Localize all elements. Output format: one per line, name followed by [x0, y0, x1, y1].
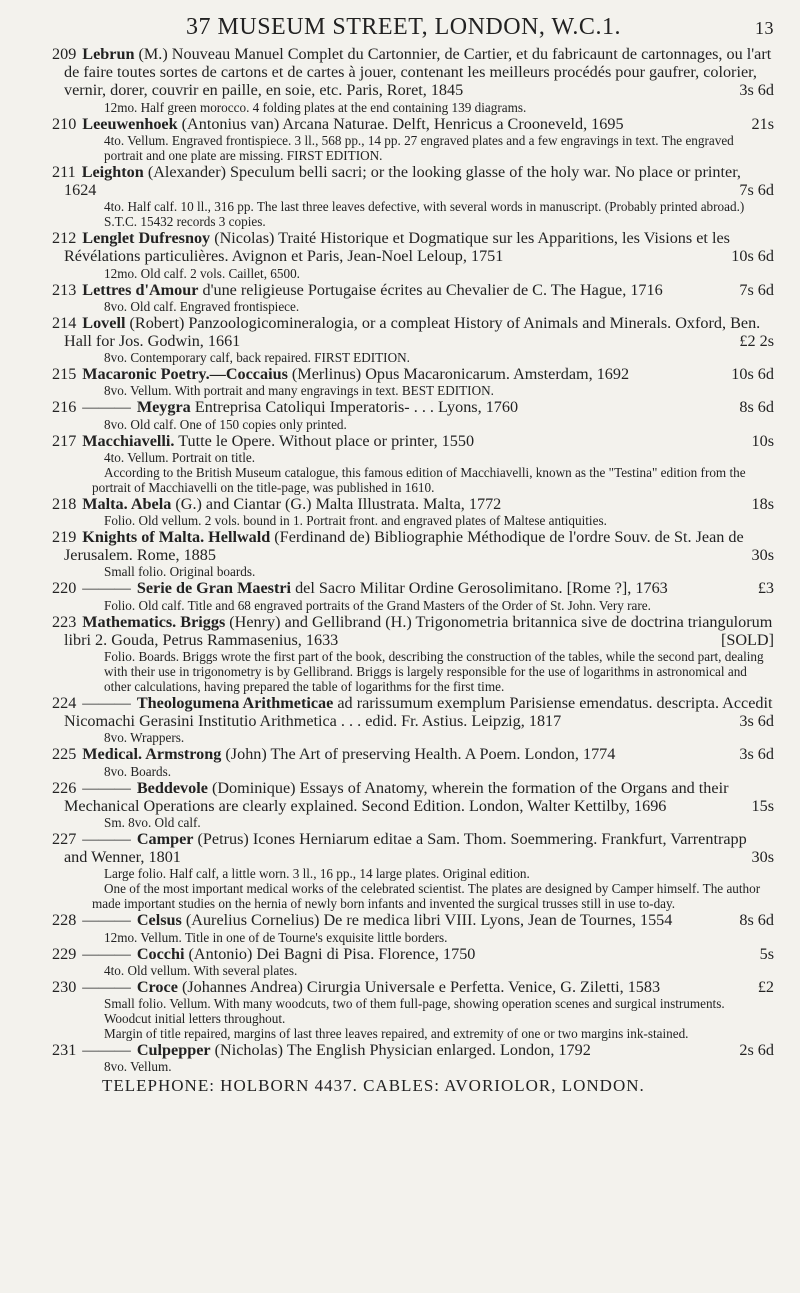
- catalogue-entry: [52, 694, 774, 745]
- catalogue-entry: [52, 579, 774, 612]
- entry-author: Leeuwenhoek: [82, 114, 178, 133]
- entry-title: Entreprisa Catoliqui Imperatoris- . . . Lyons, 1760: [194, 398, 519, 417]
- entry-price: 2s 6d: [739, 1041, 774, 1060]
- entry-title: (Aurelius Cornelius) De re medica libri VIII. Lyons, Jean de Tournes, 1554: [185, 911, 673, 930]
- entry-description: 12mo. Old calf. 2 vols. Caillet, 6500.: [104, 265, 300, 281]
- entry-number: 209: [52, 45, 77, 63]
- entry-price: 7s 6d: [739, 181, 774, 200]
- entry-author: Culpepper: [136, 1041, 211, 1060]
- entry-number: 216: [52, 398, 77, 417]
- entry-price: 21s: [751, 114, 774, 133]
- entry-heading: [52, 314, 774, 350]
- entry-title: (M.) Nouveau Manuel Complet du Cartonnier, de Cartier, et du fabricaunt de cartonnages, ou l'art de faire toutes sortes de cartons et de cartes à jouer, contenant les meilleurs procédés pour gaufrer, colorier, vernir, dorer, couvrir en paille, en soie, etc. Paris, Roret, 1845: [64, 45, 772, 100]
- entry-author: Mathematics. Briggs: [82, 612, 226, 631]
- entry-author: Malta. Abela: [82, 494, 172, 513]
- entry-number: 231: [52, 1041, 77, 1060]
- entry-heading: [52, 579, 774, 597]
- catalogue-entry: [52, 398, 774, 431]
- entry-description: Margin of title repaired, margins of last three leaves repaired, and extremity of one or two margins ink-stained.: [104, 1026, 689, 1042]
- ditto-dash: ———: [82, 398, 131, 417]
- entry-price: 30s: [751, 546, 774, 565]
- entry-price: 30s: [751, 848, 774, 867]
- catalogue-entry: [52, 229, 774, 280]
- entry-title: (Antonius van) Arcana Naturae. Delft, Henricus a Crooneveld, 1695: [181, 114, 624, 133]
- entry-description: 8vo. Vellum. With portrait and many engravings in text. BEST EDITION.: [104, 383, 494, 399]
- ditto-dash: ———: [82, 944, 131, 963]
- catalogue-entry: [52, 115, 774, 163]
- catalogue-entry: [52, 432, 774, 495]
- entry-title: ad rarissumum exemplum Parisiense emendatus. descripta. Accedit Nicomachi Gerasini Institutio Arithmetica . . . edid. Fr. Astius. Leipzig, 1817: [64, 694, 773, 731]
- entry-heading: [52, 432, 774, 450]
- entry-title: Tutte le Opere. Without place or printer, 1550: [178, 431, 475, 450]
- page-footer: TELEPHONE: HOLBORN 4437. CABLES: AVORIOLOR, LONDON.: [102, 1076, 645, 1096]
- entry-price: 18s: [751, 494, 774, 513]
- catalogue-entry: [52, 495, 774, 528]
- catalogue-entry: [52, 613, 774, 694]
- entry-author: Serie de Gran Maestri: [136, 579, 292, 598]
- entry-price: 8s 6d: [739, 911, 774, 930]
- entry-price: 10s: [751, 431, 774, 450]
- entry-heading: [52, 613, 774, 649]
- catalogue-entry: [52, 45, 774, 115]
- entry-author: Croce: [136, 977, 178, 996]
- entry-number: 230: [52, 977, 77, 996]
- entry-list: [52, 45, 774, 1074]
- entry-author: Cocchi: [136, 944, 185, 963]
- ditto-dash: ———: [82, 1041, 131, 1060]
- entry-price: £2: [757, 977, 774, 996]
- entry-title: (Antonio) Dei Bagni di Pisa. Florence, 1750: [188, 944, 476, 963]
- entry-price: 3s 6d: [739, 712, 774, 731]
- entry-number: 224: [52, 694, 77, 713]
- entry-heading: [52, 365, 774, 383]
- ditto-dash: ———: [82, 977, 131, 996]
- entry-description: Large folio. Half calf, a little worn. 3 ll., 16 pp., 14 large plates. Original edition.: [104, 866, 530, 882]
- catalogue-entry: [52, 779, 774, 830]
- entry-price: 10s 6d: [731, 247, 774, 266]
- entry-price: £2 2s: [739, 332, 774, 351]
- entry-price: 8s 6d: [739, 398, 774, 417]
- entry-price: 10s 6d: [731, 365, 774, 384]
- catalogue-entry: [52, 281, 774, 314]
- entry-number: 211: [52, 162, 76, 181]
- entry-number: 229: [52, 944, 77, 963]
- catalogue-entry: [52, 528, 774, 579]
- entry-description: 8vo. Old calf. Engraved frontispiece.: [104, 298, 300, 314]
- entry-author: Theologumena Arithmeticae: [136, 694, 334, 713]
- entry-note: One of the most important medical works of the celebrated scientist. The plates are designed by Camper himself. The author made important studies on the hernia of newly born infants and invented the surgical trusses still in use to-day.: [92, 881, 761, 912]
- entry-title: (Nicolas) Traité Historique et Dogmatique sur les Apparitions, les Visions et les Révélations particulières. Avignon et Paris, Jean-Noel Leloup, 1751: [64, 229, 730, 266]
- entry-author: Knights of Malta. Hellwald: [82, 528, 271, 547]
- entry-number: 218: [52, 494, 77, 513]
- entry-number: 226: [52, 778, 77, 797]
- entry-number: 223: [52, 612, 77, 631]
- entry-author: Macchiavelli.: [82, 431, 175, 450]
- entry-title: (John) The Art of preserving Health. A Poem. London, 1774: [225, 745, 616, 764]
- entry-heading: [52, 398, 774, 416]
- entry-title: del Sacro Militar Ordine Gerosolimitano. [Rome ?], 1763: [295, 579, 668, 598]
- entry-title: (Ferdinand de) Bibliographie Méthodique de l'ordre Souv. de St. Jean de Jerusalem. Rome, 1885: [64, 528, 744, 565]
- page-header: [52, 14, 774, 41]
- entry-description: 12mo. Half green morocco. 4 folding plates at the end containing 139 diagrams.: [104, 99, 527, 115]
- catalogue-entry: [52, 163, 774, 229]
- entry-number: 228: [52, 911, 77, 930]
- entry-heading: [52, 229, 774, 265]
- entry-heading: [52, 281, 774, 299]
- entry-title: (G.) and Ciantar (G.) Malta Illustrata. Malta, 1772: [175, 494, 502, 513]
- entry-heading: [52, 779, 774, 815]
- entry-description: 8vo. Contemporary calf, back repaired. FIRST EDITION.: [104, 350, 410, 366]
- entry-author: Lenglet Dufresnoy: [82, 229, 211, 248]
- entry-heading: [52, 978, 774, 996]
- entry-heading: [52, 115, 774, 133]
- entry-heading: [52, 694, 774, 730]
- entry-price: 3s 6d: [739, 81, 774, 100]
- entry-number: 212: [52, 229, 77, 248]
- entry-title: (Johannes Andrea) Cirurgia Universale e Perfetta. Venice, G. Ziletti, 1583: [181, 977, 661, 996]
- entry-heading: [52, 528, 774, 564]
- entry-author: Lebrun: [82, 45, 135, 63]
- catalogue-entry: [52, 830, 774, 911]
- entry-heading: [52, 163, 774, 199]
- entry-price: £3: [757, 579, 774, 598]
- entry-description: 8vo. Wrappers.: [104, 730, 185, 746]
- entry-heading: [52, 911, 774, 929]
- entry-price: [SOLD]: [720, 630, 774, 649]
- page-title: 37 MUSEUM STREET, LONDON, W.C.1.: [186, 14, 621, 40]
- entry-title: (Alexander) Speculum belli sacri; or the looking glasse of the holy war. No place or printer, 1624: [64, 162, 741, 200]
- entry-number: 227: [52, 830, 77, 849]
- entry-price: 7s 6d: [739, 280, 774, 299]
- catalogue-entry: [52, 1041, 774, 1074]
- entry-description: Sm. 8vo. Old calf.: [104, 815, 201, 831]
- catalogue-entry: [52, 745, 774, 778]
- entry-number: 220: [52, 579, 77, 598]
- entry-description: Folio. Old vellum. 2 vols. bound in 1. Portrait front. and engraved plates of Maltese antiquities.: [104, 513, 607, 529]
- entry-heading: [52, 945, 774, 963]
- entry-title: (Petrus) Icones Herniarum editae a Sam. Thom. Soemmering. Frankfurt, Varrentrapp and Wenner, 1801: [64, 830, 747, 867]
- ditto-dash: ———: [82, 694, 131, 713]
- entry-description: 4to. Vellum. Engraved frontispiece. 3 ll., 568 pp., 14 pp. 27 engraved plates and a few engravings in text. The engraved portrait and one plate are missing. FIRST EDITION.: [104, 132, 734, 163]
- entry-description: 8vo. Boards.: [104, 763, 172, 779]
- entry-title: (Dominique) Essays of Anatomy, wherein the formation of the Organs and their Mechanical Operations are clearly explained. Second Edition. London, Walter Kettilby, 1696: [64, 778, 729, 815]
- entry-heading: [52, 745, 774, 763]
- entry-description: Small folio. Vellum. With many woodcuts, two of them full-page, showing operation scenes and surgical instruments. Woodcut initial letters throughout.: [104, 996, 725, 1027]
- entry-number: 210: [52, 114, 77, 133]
- entry-heading: [52, 1041, 774, 1059]
- entry-description: Folio. Old calf. Title and 68 engraved portraits of the Grand Masters of the Order of St. John. Very rare.: [104, 597, 651, 613]
- entry-author: Celsus: [136, 911, 182, 930]
- catalogue-entry: [52, 978, 774, 1041]
- catalogue-entry: [52, 911, 774, 944]
- catalogue-entry: [52, 314, 774, 365]
- ditto-dash: ———: [82, 830, 131, 849]
- entry-heading: [52, 830, 774, 866]
- entry-description: 8vo. Old calf. One of 150 copies only printed.: [104, 416, 347, 432]
- entry-title: (Nicholas) The English Physician enlarged. London, 1792: [214, 1041, 591, 1060]
- entry-title: (Robert) Panzoologicomineralogia, or a compleat History of Animals and Minerals. Oxford, Ben. Hall for Jos. Godwin, 1661: [64, 313, 761, 351]
- entry-description: Folio. Boards. Briggs wrote the first part of the book, describing the construction of the tables, while the second part, dealing with their use in trigonometry is by Gellibrand. Briggs is largely responsible for the use of logarithms in astronomical and other calculations, having prepared the table of logarithms for the first time.: [104, 649, 764, 695]
- entry-description: 4to. Vellum. Portrait on title.: [104, 449, 256, 465]
- entry-number: 213: [52, 280, 77, 299]
- ditto-dash: ———: [82, 579, 131, 598]
- entry-author: Beddevole: [136, 778, 208, 797]
- entry-author: Camper: [136, 830, 194, 849]
- entry-author: Medical. Armstrong: [82, 745, 222, 764]
- ditto-dash: ———: [82, 778, 131, 797]
- page-number: 13: [755, 18, 774, 38]
- entry-author: Meygra: [136, 398, 191, 417]
- entry-price: 15s: [751, 796, 774, 815]
- entry-note: According to the British Museum catalogue, this famous edition of Macchiavelli, known as the "Testina" edition from the portrait of Macchiavelli on the title-page, was published in 1610.: [92, 464, 746, 495]
- entry-author: Leighton: [81, 162, 144, 181]
- entry-heading: [52, 495, 774, 513]
- entry-number: 214: [52, 313, 77, 332]
- entry-title: d'une religieuse Portugaise écrites au Chevalier de C. The Hague, 1716: [202, 280, 663, 299]
- entry-heading: [52, 45, 774, 100]
- entry-price: 5s: [759, 944, 774, 963]
- ditto-dash: ———: [82, 911, 131, 930]
- catalogue-entry: [52, 945, 774, 978]
- entry-title: (Merlinus) Opus Macaronicarum. Amsterdam, 1692: [291, 365, 630, 384]
- entry-number: 215: [52, 365, 77, 384]
- entry-number: 217: [52, 431, 77, 450]
- entry-title: (Henry) and Gellibrand (H.) Trigonometria britannica sive de doctrina triangulorum libri 2. Gouda, Petrus Rammasenius, 1633: [64, 612, 773, 649]
- entry-number: 219: [52, 528, 77, 547]
- entry-number: 225: [52, 745, 77, 764]
- entry-description: 12mo. Vellum. Title in one of de Tourne's exquisite little borders.: [104, 929, 448, 945]
- entry-description: 4to. Half calf. 10 ll., 316 pp. The last three leaves defective, with several words in manuscript. (Probably printed abroad.) S.T.C. 15432 records 3 copies.: [104, 199, 745, 230]
- catalogue-entry: [52, 365, 774, 398]
- entry-author: Lovell: [82, 313, 126, 332]
- entry-price: 3s 6d: [739, 745, 774, 764]
- entry-description: 4to. Old vellum. With several plates.: [104, 962, 298, 978]
- entry-author: Lettres d'Amour: [82, 280, 199, 299]
- entry-description: Small folio. Original boards.: [104, 564, 256, 580]
- entry-author: Macaronic Poetry.—Coccaius: [82, 365, 288, 384]
- entry-description: 8vo. Vellum.: [104, 1059, 172, 1075]
